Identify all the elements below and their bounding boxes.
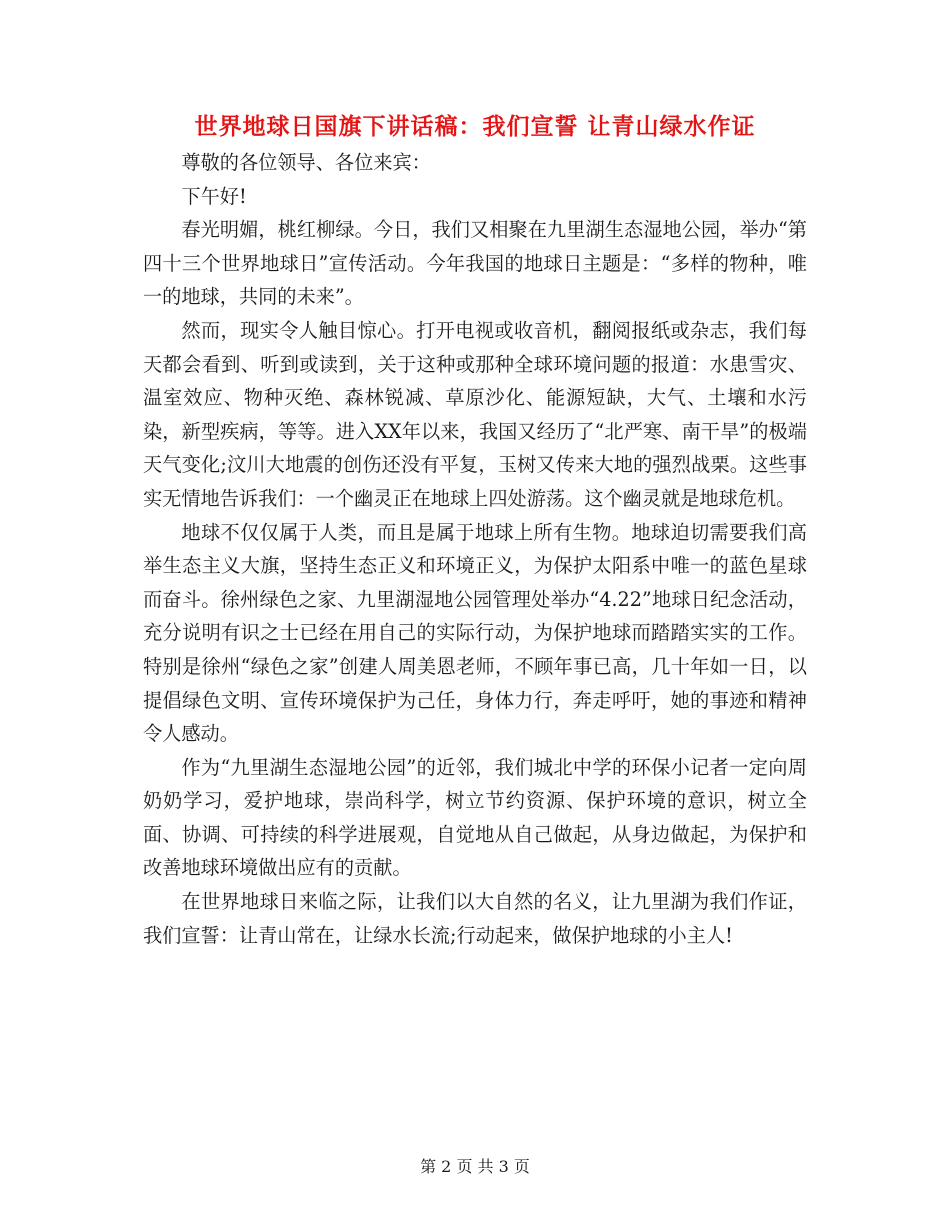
salutation: 尊敬的各位领导、各位来宾： (181, 151, 431, 174)
document-body (143, 146, 807, 952)
paragraph: 地球不仅仅属于人类，而且是属于地球上所有生物。地球迫切需要我们高举生态主义大旗，坚持生态正义和环境正义，为保护太阳系中唯一的蓝色星球而奋斗。徐州绿色之家、九里湖湿地公园管理处举办“4.22”地球日纪念活动，充分说明有识之士已经在用自己的实际行动，为保护地球而踏踏实实的工作。特别是徐州“绿色之家”创建人周美恩老师，不顾年事已高，几十年如一日，以提倡绿色文明、宣传环境保护为己任，身体力行，奔走呼吁，她的事迹和精神令人感动。 (143, 520, 807, 746)
paragraph: 然而，现实令人触目惊心。打开电视或收音机，翻阅报纸或杂志，我们每天都会看到、听到或读到，关于这种或那种全球环境问题的报道：水患雪灾、温室效应、物种灭绝、森林锐减、草原沙化、能源短缺，大气、土壤和水污染，新型疾病，等等。进入XX年以来，我国又经历了“北严寒、南干旱”的极端天气变化;汶川大地震的创伤还没有平复，玉树又传来大地的强烈战栗。这些事实无情地告诉我们：一个幽灵正在地球上四处游荡。这个幽灵就是地球危机。 (143, 318, 807, 510)
paragraph: 春光明媚，桃红柳绿。今日，我们又相聚在九里湖生态湿地公园，举办“第四十三个世界地球日”宣传活动。今年我国的地球日主题是：“多样的物种，唯一的地球，共同的未来”。 (143, 218, 807, 309)
greeting: 下午好! (181, 184, 247, 208)
paragraph: 在世界地球日来临之际，让我们以大自然的名义，让九里湖为我们作证，我们宣誓：让青山常在，让绿水长流;行动起来，做保护地球的小主人! (143, 890, 807, 947)
document-title: 世界地球日国旗下讲话稿：我们宣誓 让青山绿水作证 (194, 113, 756, 140)
paragraph: 作为“九里湖生态湿地公园”的近邻，我们城北中学的环保小记者一定向周奶奶学习，爱护地球，崇尚科学，树立节约资源、保护环境的意识，树立全面、协调、可持续的科学进展观，自觉地从自己做起，从身边做起，为保护和改善地球环境做出应有的贡献。 (143, 755, 807, 880)
page-footer: 第 2 页 共 3 页 (420, 1157, 530, 1176)
